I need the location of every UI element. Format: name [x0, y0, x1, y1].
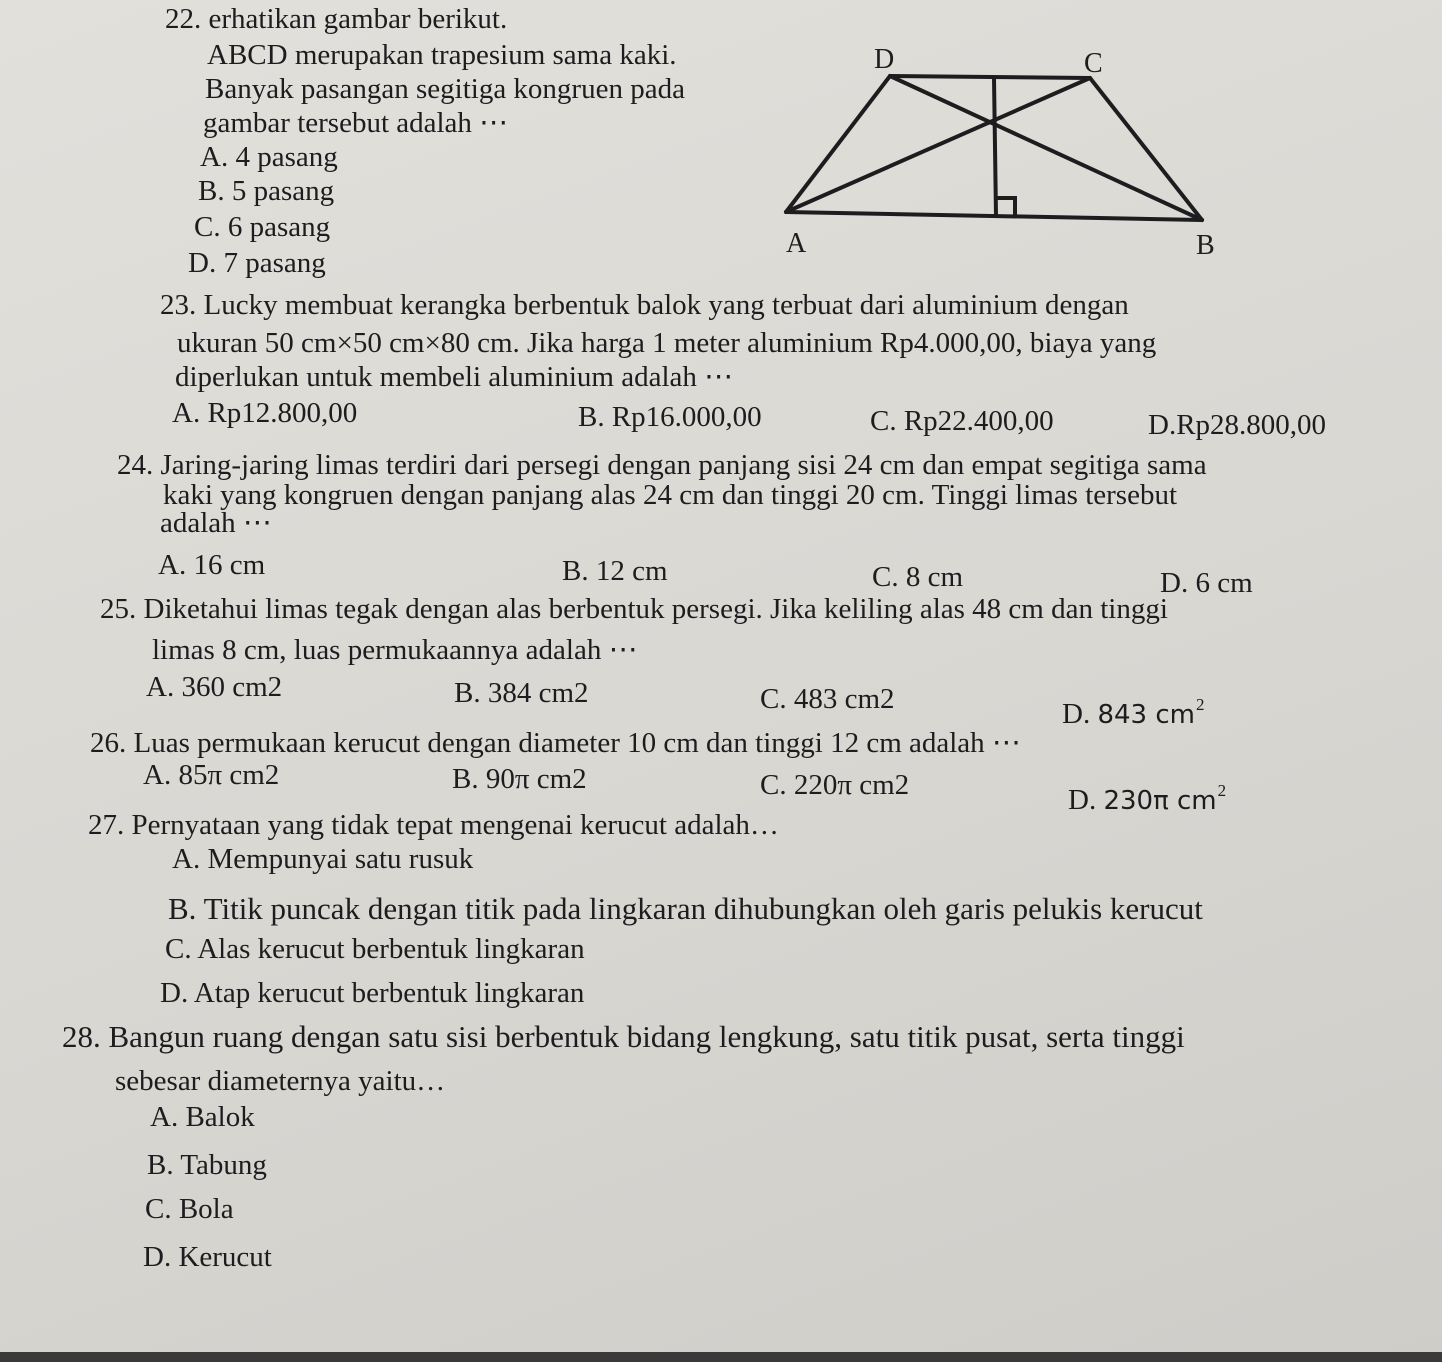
- q27-option-a: A. Mempunyai satu rusuk: [172, 843, 474, 875]
- q22-option-d: D. 7 pasang: [188, 247, 326, 279]
- trapezium-side-dc: [890, 76, 1090, 78]
- q28-line2: sebesar diameternya yaitu…: [115, 1065, 446, 1097]
- q24-option-a: A. 16 cm: [158, 549, 266, 581]
- q22-line1: ABCD merupakan trapesium sama kaki.: [207, 39, 677, 71]
- table-edge: [0, 1352, 1442, 1362]
- q24-option-d: D. 6 cm: [1160, 567, 1253, 599]
- q27-option-b: B. Titik puncak dengan titik pada lingkaran dihubungkan oleh garis pelukis kerucut: [168, 891, 1203, 926]
- q25-option-c: C. 483 cm2: [760, 683, 895, 715]
- q23-option-a: A. Rp12.800,00: [172, 397, 358, 429]
- q24-line2: kaki yang kongruen dengan panjang alas 24 cm dan tinggi 20 cm. Tinggi limas tersebut: [163, 479, 1178, 511]
- q28-option-a: A. Balok: [150, 1101, 255, 1133]
- trapezium-side-ad: [786, 76, 890, 212]
- q23-option-d: D.Rp28.800,00: [1148, 409, 1327, 441]
- label-c: C: [1084, 48, 1103, 79]
- q24-option-b: B. 12 cm: [562, 555, 668, 587]
- q23-line3: diperlukan untuk membeli aluminium adalah ⋯: [175, 361, 734, 393]
- q25-line1: 25. Diketahui limas tegak dengan alas berbentuk persegi. Jika keliling alas 48 cm dan tinggi: [100, 593, 1168, 625]
- q28-option-b: B. Tabung: [147, 1149, 267, 1181]
- height-line: [994, 78, 996, 216]
- label-d: D: [874, 44, 895, 75]
- q22-option-c: C. 6 pasang: [194, 211, 331, 243]
- q26-option-d-exponent: 2: [1217, 781, 1227, 800]
- q26-option-c: C. 220π cm2: [760, 769, 910, 801]
- q22-title: 22. erhatikan gambar berikut.: [165, 3, 508, 35]
- q25-option-d-exponent: 2: [1195, 695, 1205, 714]
- q23-option-c: C. Rp22.400,00: [870, 405, 1054, 437]
- label-b: B: [1196, 230, 1215, 261]
- q28-line1: 28. Bangun ruang dengan satu sisi berbentuk bidang lengkung, satu titik pusat, serta tinggi: [62, 1019, 1185, 1054]
- q26-option-d-prefix: D.: [1068, 784, 1097, 816]
- q25-option-d-prefix: D.: [1062, 698, 1091, 730]
- q27-option-d: D. Atap kerucut berbentuk lingkaran: [160, 977, 585, 1009]
- q28-option-c: C. Bola: [145, 1193, 234, 1225]
- q22-option-a: A. 4 pasang: [200, 141, 338, 173]
- q24-option-c: C. 8 cm: [872, 561, 964, 593]
- q23-line1: 23. Lucky membuat kerangka berbentuk balok yang terbuat dari aluminium dengan: [160, 289, 1129, 321]
- q26-option-a: A. 85π cm2: [143, 759, 280, 791]
- q24-line3: adalah ⋯: [160, 507, 272, 539]
- q25-option-d-value: 843 cm: [1097, 700, 1195, 730]
- q27-line1: 27. Pernyataan yang tidak tepat mengenai kerucut adalah…: [88, 809, 779, 841]
- q25-option-b: B. 384 cm2: [454, 677, 589, 709]
- q25-option-d: [1062, 688, 1204, 732]
- q25-option-a: A. 360 cm2: [146, 671, 283, 703]
- q26-option-d: [1068, 774, 1226, 818]
- q23-option-b: B. Rp16.000,00: [578, 401, 762, 433]
- q22-line2: Banyak pasangan segitiga kongruen pada: [205, 73, 685, 105]
- q26-option-b: B. 90π cm2: [452, 763, 587, 795]
- q25-line2: limas 8 cm, luas permukaannya adalah ⋯: [152, 634, 638, 666]
- label-a: A: [786, 228, 807, 259]
- trapezium-diagram: [770, 40, 1230, 270]
- trapezium-side-bc: [1090, 78, 1202, 220]
- q24-line1: 24. Jaring-jaring limas terdiri dari persegi dengan panjang sisi 24 cm dan empat segitiga sama: [117, 449, 1207, 481]
- q22-line3: gambar tersebut adalah ⋯: [203, 107, 509, 139]
- q26-option-d-value: 230π cm: [1103, 786, 1217, 816]
- right-angle-mark: [996, 198, 1015, 216]
- q22-option-b: B. 5 pasang: [198, 175, 335, 207]
- q28-option-d: D. Kerucut: [143, 1241, 272, 1273]
- q23-line2: ukuran 50 cm×50 cm×80 cm. Jika harga 1 meter aluminium Rp4.000,00, biaya yang: [177, 327, 1157, 359]
- q27-option-c: C. Alas kerucut berbentuk lingkaran: [165, 933, 585, 965]
- q26-line1: 26. Luas permukaan kerucut dengan diameter 10 cm dan tinggi 12 cm adalah ⋯: [90, 727, 1021, 759]
